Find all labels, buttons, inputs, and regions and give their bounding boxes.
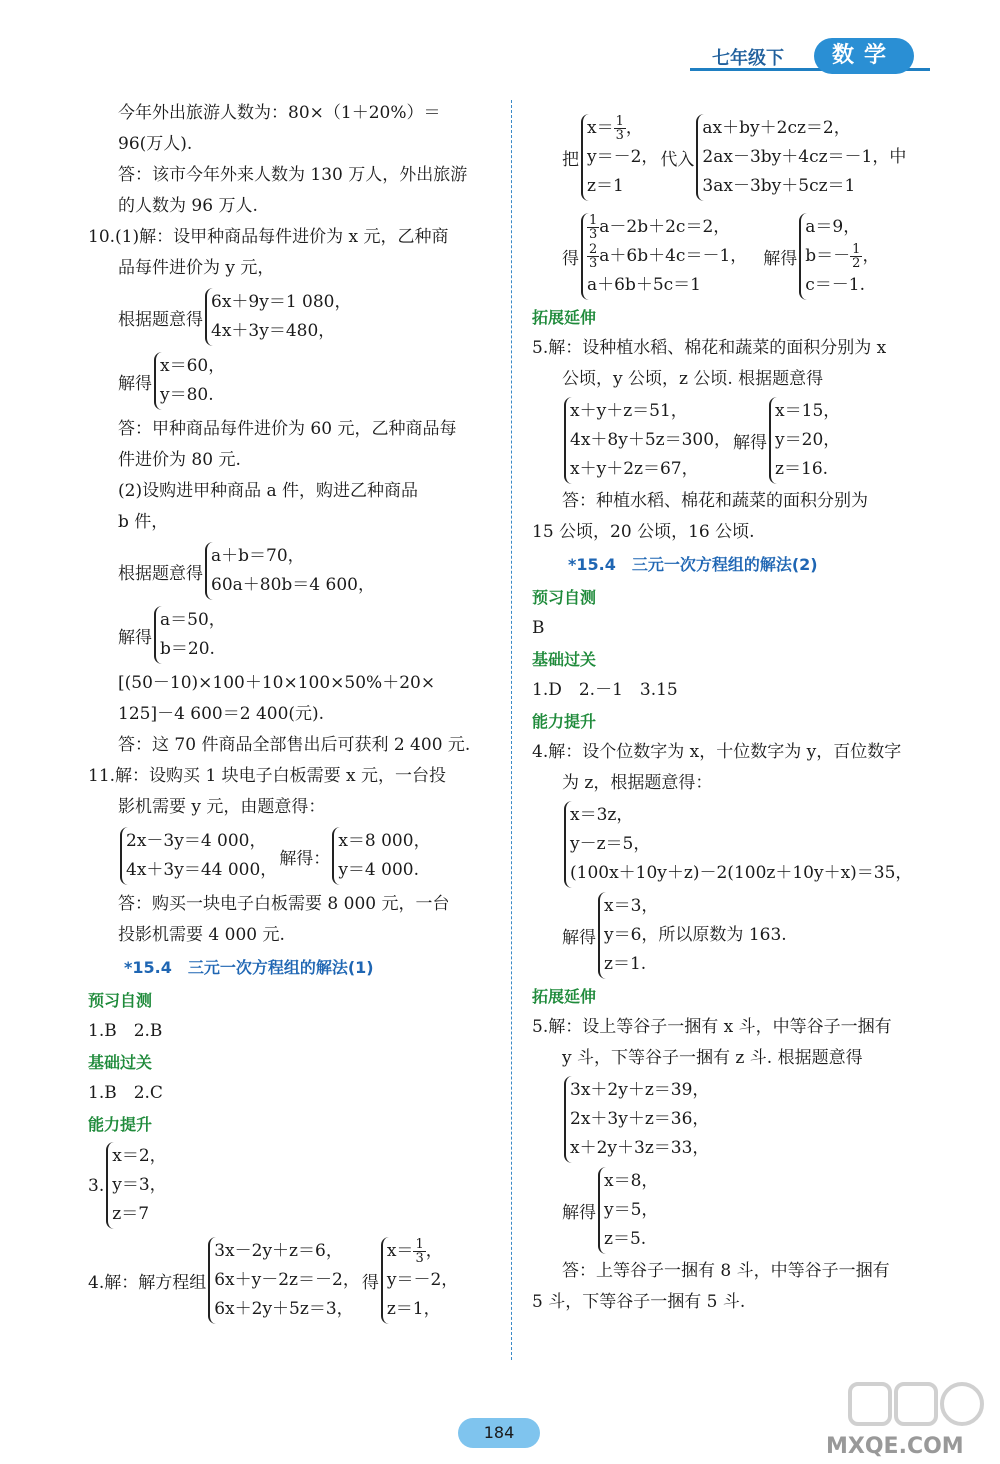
section-heading: 拓展延伸 xyxy=(532,308,597,327)
question-11: 11.解：设购买 1 块电子白板需要 x 元，一台投 xyxy=(88,766,447,786)
label: 把 xyxy=(562,150,579,170)
equation: x＝2， xyxy=(112,1146,167,1166)
question-4: 4.解：设个位数字为 x，十位数字为 y，百位数字 xyxy=(532,742,902,762)
text-line: 今年外出旅游人数为：80×（1＋20%）＝ xyxy=(118,103,441,123)
equation: ax＋by＋2cz＝2， xyxy=(702,118,851,138)
equation: a＋6b＋5c＝1 xyxy=(587,275,701,295)
text-line: b 件， xyxy=(118,512,169,532)
equation: 60a＋80b＝4 600， xyxy=(211,575,375,595)
equation: 6x＋2y＋5z＝3， xyxy=(214,1299,354,1319)
equation-system xyxy=(120,827,277,885)
equation: b＝20. xyxy=(160,639,215,659)
answer-line: B xyxy=(532,618,545,638)
section-heading: 基础过关 xyxy=(88,1053,153,1072)
equation: x＝ $\frac{1}{3}$ ， xyxy=(386,1237,443,1266)
equation: 3x＋2y＋z＝39， xyxy=(570,1080,710,1100)
equation-system xyxy=(564,1076,709,1163)
equation-system xyxy=(564,397,731,484)
label: 得 xyxy=(361,1273,379,1293)
text-line: y 斗，下等谷子一捆有 z 斗. 根据题意得 xyxy=(562,1048,863,1068)
equation-block xyxy=(88,825,483,887)
equation-block xyxy=(532,1074,927,1165)
equation: 4x＋3y＝44 000， xyxy=(126,860,278,880)
label: 解得： xyxy=(279,848,331,869)
label: 解得 xyxy=(562,1203,596,1223)
text-line: 125]－4 600＝2 400(元). xyxy=(118,704,325,724)
equation: z＝16. xyxy=(775,459,829,479)
equation-block xyxy=(532,112,927,203)
label: 解得 xyxy=(763,249,798,269)
text-line: 品每件进价为 y 元， xyxy=(118,258,275,278)
equation: y＝6，所以原数为 163. xyxy=(604,925,787,945)
text-line: 投影机需要 4 000 元. xyxy=(118,925,285,945)
section-heading: 预习自测 xyxy=(88,991,153,1010)
label: 根据题意得 xyxy=(118,563,203,584)
text-line: 答：甲种商品每件进价为 60 元，乙种商品每 xyxy=(118,419,457,439)
equation: x＝3z， xyxy=(570,805,634,825)
label: 解得 xyxy=(118,373,152,394)
equation: x＝3， xyxy=(604,896,659,916)
text-line: 公顷，y 公顷，z 公顷. 根据题意得 xyxy=(562,369,824,389)
section-title: *15.4 三元一次方程组的解法(2) xyxy=(568,555,818,574)
equation: y－z＝5， xyxy=(570,834,651,854)
equation: 6x＋y－2z＝－2， xyxy=(214,1270,360,1290)
equation: z＝5. xyxy=(604,1229,647,1249)
fraction: $\frac{1}{3}$ xyxy=(589,213,598,242)
section-title: *15.4 三元一次方程组的解法(1) xyxy=(124,958,374,977)
equation: x＝15， xyxy=(775,401,841,421)
equation-system xyxy=(208,1237,360,1324)
section-heading: 能力提升 xyxy=(532,712,597,731)
equation: x＋y＋z＝51， xyxy=(570,401,688,421)
section-heading: 基础过关 xyxy=(532,650,597,669)
solution-system xyxy=(381,1237,458,1324)
equation-block xyxy=(532,395,927,486)
equation: 2x－3y＝4 000， xyxy=(126,831,267,851)
left-column xyxy=(88,98,483,1326)
solution-system xyxy=(332,827,430,885)
equation-block xyxy=(532,211,927,302)
solution-system xyxy=(598,1167,658,1254)
text-line: (2)设购进甲种商品 a 件，购进乙种商品 xyxy=(118,481,419,501)
equation: x＝8 000， xyxy=(338,831,431,851)
equation-system xyxy=(205,288,352,346)
equation: 2x＋3y＋z＝36， xyxy=(570,1109,710,1129)
solution-block xyxy=(532,890,927,981)
equation: a＝50， xyxy=(160,610,226,630)
label: 3. xyxy=(88,1175,105,1196)
solution-system xyxy=(581,114,658,201)
equation: b＝－ $\frac{1}{2}$ ， xyxy=(805,242,880,271)
solution-system xyxy=(154,606,226,664)
equation: a＝9， xyxy=(805,217,861,237)
label: 解得 xyxy=(562,928,596,948)
equation-system xyxy=(205,542,375,600)
equation-block xyxy=(88,286,483,348)
solution-system xyxy=(769,397,840,484)
right-column xyxy=(532,112,927,1318)
text-line: 影机需要 y 元，由题意得： xyxy=(118,797,326,817)
column-divider xyxy=(511,100,512,1360)
equation-block xyxy=(532,799,927,890)
solution-block xyxy=(88,604,483,666)
equation-system xyxy=(696,114,906,201)
equation-block xyxy=(88,540,483,602)
equation-block xyxy=(88,1235,483,1326)
equation: $\frac{1}{3}$ a－2b＋2c＝2， xyxy=(589,213,731,242)
equation: a＋b＝70， xyxy=(211,546,305,566)
equation: z＝1， xyxy=(386,1299,441,1319)
equation: z＝7 xyxy=(112,1204,150,1224)
text-line: 答：购买一块电子白板需要 8 000 元，一台 xyxy=(118,894,450,914)
label: 解得 xyxy=(733,433,768,453)
solution-block xyxy=(88,350,483,412)
label: 解得 xyxy=(118,627,152,648)
grade-label: 七年级下 xyxy=(712,48,784,69)
text-line: [(50－10)×100＋10×100×50%＋20× xyxy=(118,673,436,693)
solution-system xyxy=(799,213,879,300)
equation: y＝4 000. xyxy=(338,860,419,880)
text-line: 15 公顷，20 公顷，16 公顷. xyxy=(532,522,755,542)
equation: 4x＋8y＋5z＝300， xyxy=(570,430,732,450)
solution-system xyxy=(106,1142,166,1229)
equation: x＝ $\frac{1}{3}$ ， xyxy=(587,114,643,143)
fraction: $\frac{1}{3}$ xyxy=(615,114,624,143)
equation: x＋y＋2z＝67， xyxy=(570,459,699,479)
equation-system xyxy=(564,801,912,888)
equation: x＝8， xyxy=(604,1171,659,1191)
solution-block xyxy=(532,1165,927,1256)
text-line: 96(万人). xyxy=(118,134,193,154)
equation: y＝－2， xyxy=(587,147,659,167)
equation-system xyxy=(581,213,747,300)
equation: y＝5， xyxy=(604,1200,659,1220)
text-line: 答：该市今年外来人数为 130 万人，外出旅游 xyxy=(118,165,468,185)
answer-line: 1.D 2.－1 3.15 xyxy=(532,680,678,700)
equation: 4x＋3y＝480， xyxy=(211,321,336,341)
equation: 6x＋9y＝1 080， xyxy=(211,292,352,312)
equation: x＋2y＋3z＝33， xyxy=(570,1138,710,1158)
question-10: 10.(1)解：设甲种商品每件进价为 x 元，乙种商 xyxy=(88,227,449,247)
equation: 3x－2y＋z＝6， xyxy=(214,1241,343,1261)
answer-line: 1.B 2.B xyxy=(88,1021,163,1041)
text-line: 5 斗，下等谷子一捆有 5 斗. xyxy=(532,1292,746,1312)
equation: y＝80. xyxy=(160,385,214,405)
equation: y＝－2， xyxy=(386,1270,459,1290)
watermark-text: MXQE.COM xyxy=(826,1434,964,1459)
equation: (100x＋10y＋z)－2(100z＋10y＋x)＝35， xyxy=(570,863,913,883)
label: 4.解：解方程组 xyxy=(88,1273,207,1293)
solution-system xyxy=(154,352,225,410)
equation: 3ax－3by＋5cz＝1 xyxy=(702,176,856,196)
equation: y＝3， xyxy=(112,1175,167,1195)
label: 代入 xyxy=(660,150,695,170)
text-line: 的人数为 96 万人. xyxy=(118,196,258,216)
equation: x＝60， xyxy=(160,356,226,376)
equation: $\frac{2}{3}$ a＋6b＋4c＝－1， xyxy=(589,242,748,271)
text-line: 答：上等谷子一捆有 8 斗，中等谷子一捆有 xyxy=(562,1261,890,1281)
solution-block xyxy=(88,1140,483,1231)
fraction: $\frac{1}{2}$ xyxy=(852,242,861,271)
text-line: 件进价为 80 元. xyxy=(118,450,241,470)
solution-system xyxy=(598,892,787,979)
equation: z＝1 xyxy=(587,176,624,196)
label: 得 xyxy=(562,249,579,269)
question-5b: 5.解：设上等谷子一捆有 x 斗，中等谷子一捆有 xyxy=(532,1017,892,1037)
fraction: $\frac{2}{3}$ xyxy=(589,242,598,271)
question-5: 5.解：设种植水稻、棉花和蔬菜的面积分别为 x xyxy=(532,338,887,358)
fraction: $\frac{1}{3}$ xyxy=(415,1237,424,1266)
subject-badge: 数学 xyxy=(814,38,914,74)
section-heading: 拓展延伸 xyxy=(532,987,597,1006)
label: 根据题意得 xyxy=(118,309,203,330)
answer-line: 1.B 2.C xyxy=(88,1083,163,1103)
text-line: 答：种植水稻、棉花和蔬菜的面积分别为 xyxy=(562,491,868,511)
text-line: 答：这 70 件商品全部售出后可获利 2 400 元. xyxy=(118,735,471,755)
equation: 2ax－3by＋4cz＝－1，中 xyxy=(702,147,907,167)
section-heading: 能力提升 xyxy=(88,1115,153,1134)
equation: c＝－1. xyxy=(805,275,866,295)
section-heading: 预习自测 xyxy=(532,588,597,607)
page-number: 184 xyxy=(458,1418,540,1448)
text-line: 为 z，根据题意得： xyxy=(562,773,713,793)
equation: y＝20， xyxy=(775,430,841,450)
equation: z＝1. xyxy=(604,954,647,974)
